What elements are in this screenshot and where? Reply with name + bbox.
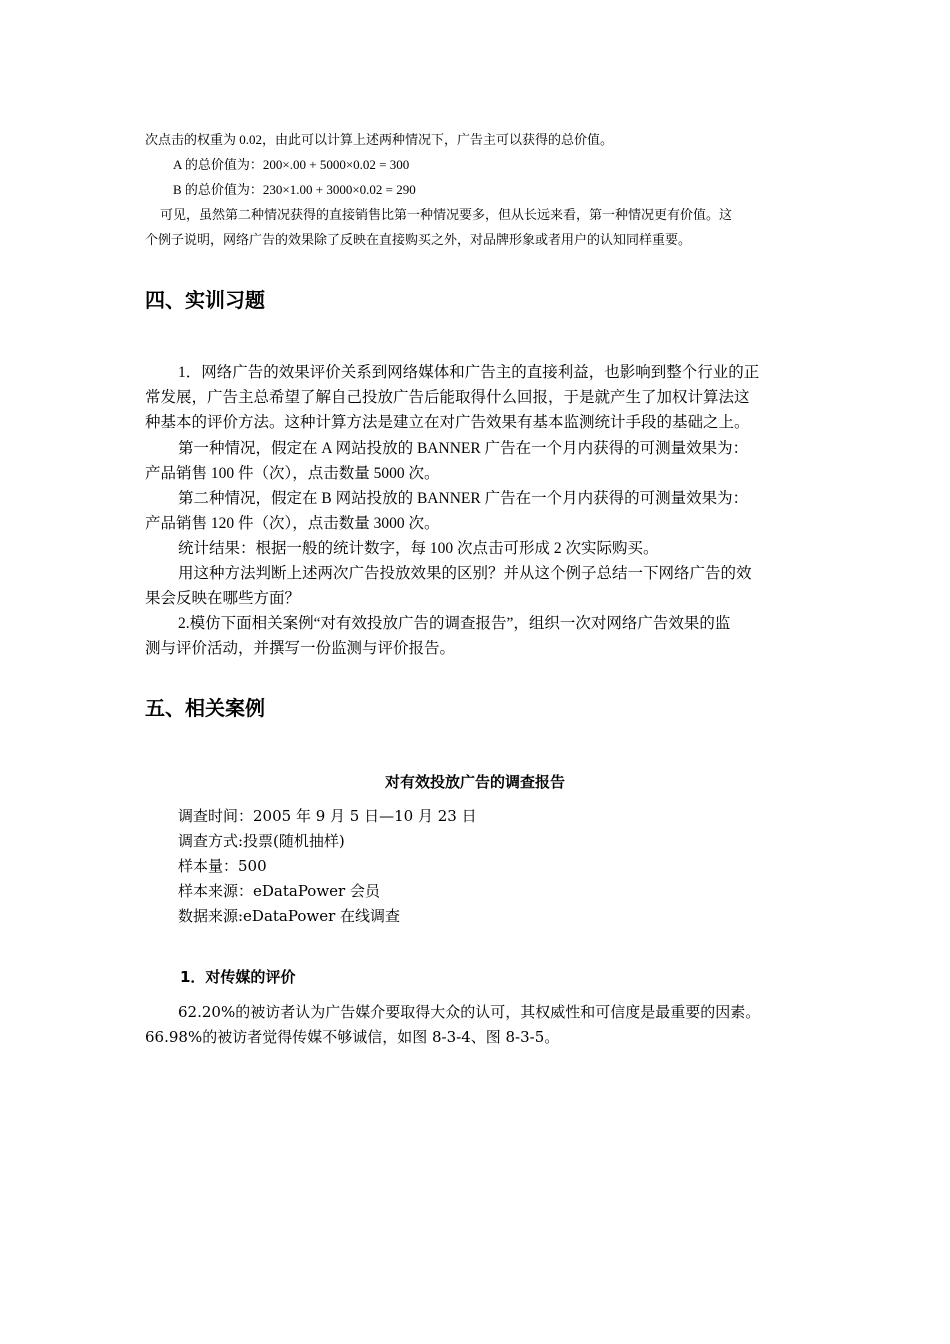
intro-line: B 的总价值为：230×1.00 + 3000×0.02 = 290 [173,182,416,197]
paragraph-line: 2.模仿下面相关案例“对有效投放广告的调查报告”，组织一次对网络广告效果的监 [178,615,731,632]
intro-line: A 的总价值为：200×.00 + 5000×0.02 = 300 [173,157,410,172]
paragraph-line: 常发展，广告主总希望了解自己投放广告后能取得什么回报，于是就产生了加权计算法这 [145,389,750,406]
paragraph-line: 产品销售 100 件（次），点击数量 5000 次。 [145,465,440,482]
section-heading: 四、实训习题 [145,288,265,312]
intro-line: 个例子说明，网络广告的效果除了反映在直接购买之外，对品牌形象或者用户的认知同样重要。 [145,232,692,247]
paragraph-line: 测与评价活动，并撰写一份监测与评价报告。 [145,640,456,657]
report-paragraph-line: 62.20%的被访者认为广告媒介要取得大众的认可，其权威性和可信度是最重要的因素。 [178,1003,761,1021]
paragraph-line: 产品销售 120 件（次），点击数量 3000 次。 [145,515,440,532]
paragraph-line: 第一种情况，假定在 A 网站投放的 BANNER 广告在一个月内获得的可测量效果为： [178,440,749,457]
report-title: 对有效投放广告的调查报告 [384,773,565,791]
report-meta-line: 样本量：500 [178,857,267,875]
section-heading: 五、相关案例 [145,696,265,720]
paragraph-line: 果会反映在哪些方面？ [145,590,301,607]
report-paragraph-line: 66.98%的被访者觉得传媒不够诚信，如图 8-3-4、图 8-3-5。 [145,1028,560,1046]
report-meta-line: 样本来源：eDataPower 会员 [178,882,380,900]
report-meta-line: 调查方式:投票(随机抽样) [178,832,345,850]
paragraph-line: 1．网络广告的效果评价关系到网络媒体和广告主的直接利益，也影响到整个行业的正 [178,364,760,381]
paragraph-line: 第二种情况，假定在 B 网站投放的 BANNER 广告在一个月内获得的可测量效果为： [178,490,749,507]
paragraph-line: 种基本的评价方法。这种计算方法是建立在对广告效果有基本监测统计手段的基础之上。 [145,414,750,431]
sub-heading: 1．对传媒的评价 [180,968,296,986]
paragraph-line: 用这种方法判断上述两次广告投放效果的区别？并从这个例子总结一下网络广告的效 [178,565,752,582]
report-meta-line: 调查时间：2005 年 9 月 5 日—10 月 23 日 [178,807,477,825]
report-meta-line: 数据来源:eDataPower 在线调查 [178,907,401,925]
intro-line: 可见，虽然第二种情况获得的直接销售比第一种情况要多，但从长远来看，第一种情况更有价值。这 [160,207,733,222]
intro-line: 次点击的权重为 0.02，由此可以计算上述两种情况下，广告主可以获得的总价值。 [145,132,614,147]
paragraph-line: 统计结果：根据一般的统计数字，每 100 次点击可形成 2 次实际购买。 [178,540,659,557]
